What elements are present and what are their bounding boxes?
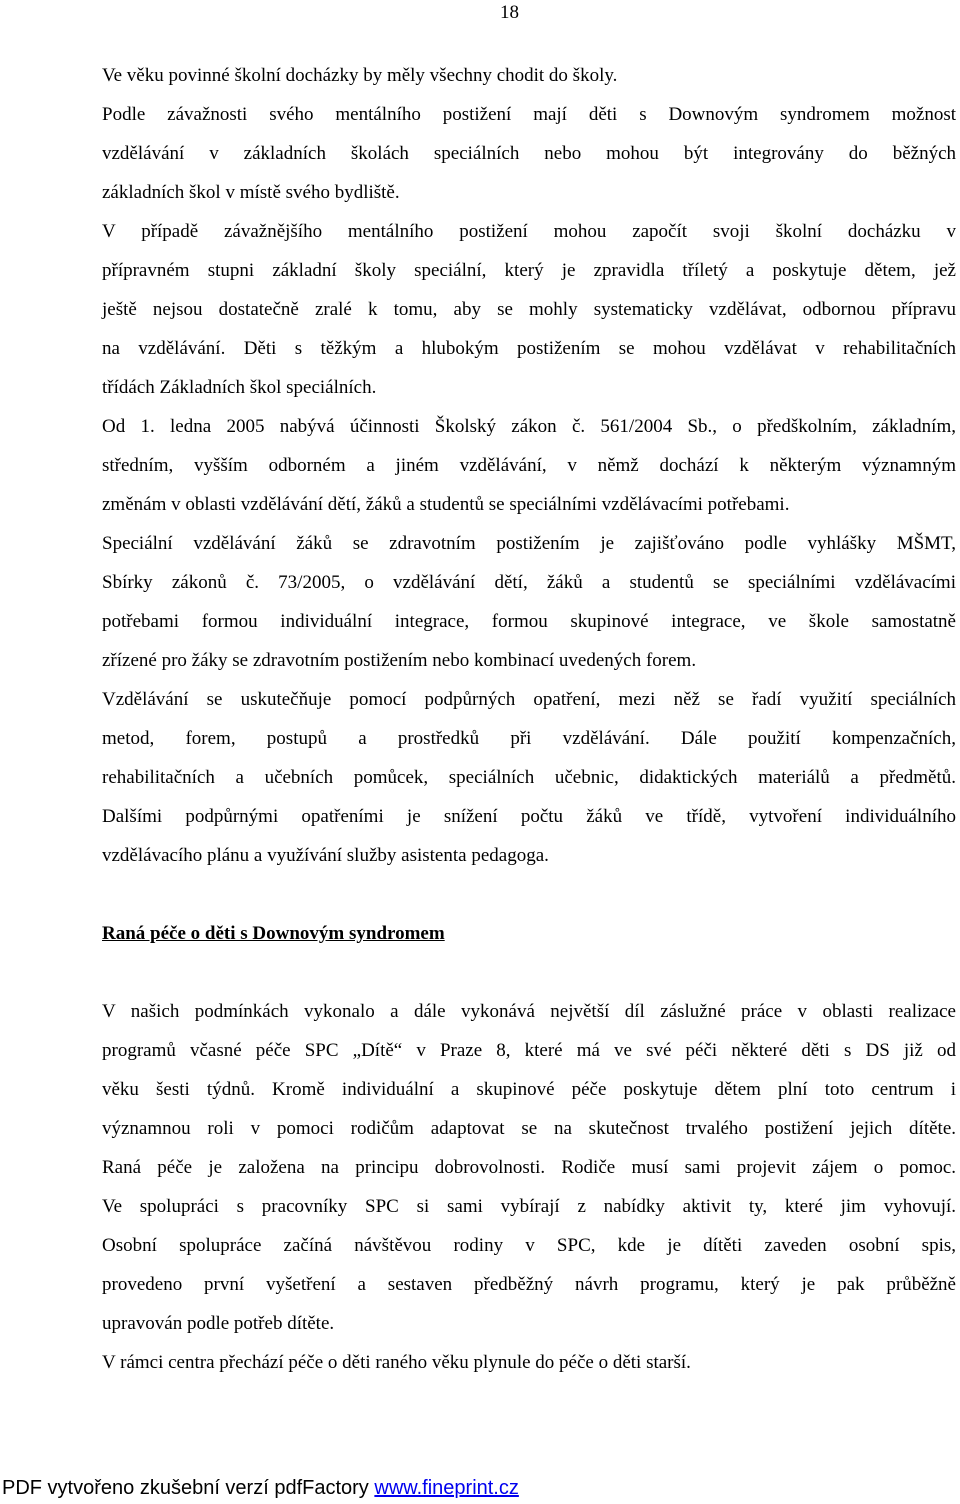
- text-line: potřebami formou individuální integrace, formou skupinové integrace, ve škole samostatně: [102, 611, 956, 632]
- text-line: věku šesti týdnů. Kromě individuální a skupinové péče poskytuje dětem plní toto centrum i: [102, 1079, 956, 1100]
- text-line: V rámci centra přechází péče o děti raného věku plynule do péče o děti starší.: [102, 1352, 691, 1373]
- text-line: Podle závažnosti svého mentálního postižení mají děti s Downovým syndromem možnost: [102, 104, 956, 125]
- text-line: základních škol v místě svého bydliště.: [102, 182, 400, 203]
- text-line: Raná péče je založena na principu dobrovolnosti. Rodiče musí sami projevit zájem o pomoc.: [102, 1157, 956, 1178]
- text-line: provedeno první vyšetření a sestaven předběžný návrh programu, který je pak průběžně: [102, 1274, 956, 1295]
- text-line: vzdělávání v základních školách speciálních nebo mohou být integrovány do běžných: [102, 143, 956, 164]
- text-line: ještě nejsou dostatečně zralé k tomu, aby se mohly systematicky vzdělávat, odbornou přípravu: [102, 299, 956, 320]
- text-line: na vzdělávání. Děti s těžkým a hlubokým postižením se mohou vzdělávat v rehabilitačních: [102, 338, 956, 359]
- page-content: [102, 56, 956, 1382]
- text-line: vzdělávacího plánu a využívání služby asistenta pedagoga.: [102, 845, 549, 866]
- text-line: zřízené pro žáky se zdravotním postižením nebo kombinací uvedených forem.: [102, 650, 697, 671]
- text-line: středním, vyšším odborném a jiném vzdělávání, v němž dochází k některým významným: [102, 455, 956, 476]
- section-heading: Raná péče o děti s Downovým syndromem: [102, 923, 445, 944]
- text-line: rehabilitačních a učebních pomůcek, speciálních učebnic, didaktických materiálů a předmětů.: [102, 767, 956, 788]
- text-line: upravován podle potřeb dítěte.: [102, 1313, 335, 1334]
- page-number: 18: [500, 2, 519, 23]
- text-line: přípravném stupni základní školy speciální, který je zpravidla tříletý a poskytuje dětem, jež: [102, 260, 956, 281]
- text-line: programů včasné péče SPC „Dítě“ v Praze 8, které má ve své péči některé děti s DS již od: [102, 1040, 956, 1061]
- text-line: Vzdělávání se uskutečňuje pomocí podpůrných opatření, mezi něž se řadí využití speciálních: [102, 689, 956, 710]
- text-line: Ve věku povinné školní docházky by měly všechny chodit do školy.: [102, 65, 618, 86]
- footer-link[interactable]: www.fineprint.cz: [374, 1477, 519, 1499]
- text-line: V případě závažnějšího mentálního postižení mohou započít svoji školní docházku v: [102, 221, 956, 242]
- text-line: Speciální vzdělávání žáků se zdravotním postižením je zajišťováno podle vyhlášky MŠMT,: [102, 533, 956, 554]
- text-line: metod, forem, postupů a prostředků při vzdělávání. Dále použití kompenzačních,: [102, 728, 956, 749]
- section-text: [102, 992, 956, 1382]
- spacer: [102, 875, 956, 914]
- text-line: změnám v oblasti vzdělávání dětí, žáků a studentů se speciálními vzdělávacími potřebami.: [102, 494, 790, 515]
- text-line: V našich podmínkách vykonalo a dále vykonává největší díl záslužné práce v oblasti realizace: [102, 1001, 956, 1022]
- text-line: Dalšími podpůrnými opatřeními je snížení počtu žáků ve třídě, vytvoření individuálního: [102, 806, 956, 827]
- body-text: [102, 56, 956, 875]
- footer-text: PDF vytvořeno zkušební verzí pdfFactory: [2, 1477, 375, 1499]
- spacer: [102, 953, 956, 992]
- text-line: Od 1. ledna 2005 nabývá účinnosti Školský zákon č. 561/2004 Sb., o předškolním, základním,: [102, 416, 956, 437]
- text-line: Ve spolupráci s pracovníky SPC si sami vybírají z nabídky aktivit ty, které jim vyhovují.: [102, 1196, 956, 1217]
- text-line: Osobní spolupráce začíná návštěvou rodiny v SPC, kde je dítěti zaveden osobní spis,: [102, 1235, 956, 1256]
- pdf-footer: [2, 1475, 519, 1501]
- text-line: významnou roli v pomoci rodičům adaptovat se na skutečnost trvalého postižení jejich dítěte.: [102, 1118, 956, 1139]
- text-line: Sbírky zákonů č. 73/2005, o vzdělávání dětí, žáků a studentů se speciálními vzdělávacími: [102, 572, 956, 593]
- text-line: třídách Základních škol speciálních.: [102, 377, 377, 398]
